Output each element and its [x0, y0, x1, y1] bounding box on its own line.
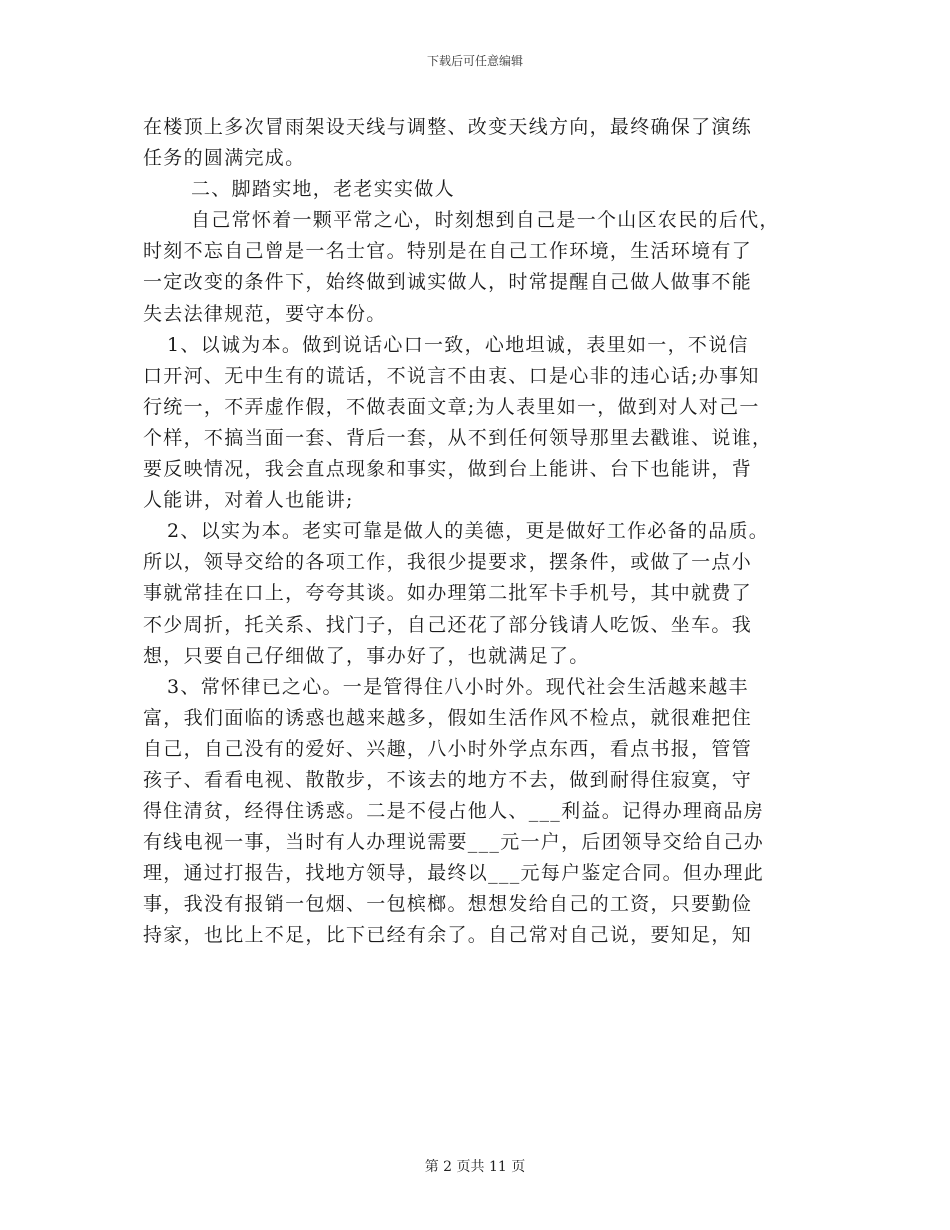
- text-line: 所以，领导交给的各项工作，我很少提要求，摆条件，或做了一点小: [143, 551, 753, 574]
- text-line: 3、常怀律已之心。一是管得住八小时外。现代社会生活越来越丰: [167, 675, 749, 698]
- text-line: 口开河、无中生有的谎话，不说言不由衷、口是心非的违心话;办事知: [143, 364, 760, 387]
- text-line: 事就常挂在口上，夸夸其谈。如办理第二批军卡手机号，其中就费了: [143, 582, 753, 605]
- page-header: 下载后可任意编辑: [426, 54, 523, 68]
- text-line: 个样，不搞当面一套、背后一套，从不到任何领导那里去戳谁、说谁，: [143, 426, 773, 449]
- text-line: 失去法律规范，要守本份。: [143, 302, 387, 325]
- text-line: 理，通过打报告，找地方领导，最终以___元每户鉴定合同。但办理此: [143, 862, 765, 885]
- text-line: 想，只要自己仔细做了，事办好了，也就满足了。: [143, 644, 590, 667]
- text-line: 有线电视一事，当时有人办理说需要___元一户，后团领导交给自己办: [143, 831, 765, 854]
- text-line: 一定改变的条件下，始终做到诚实做人，时常提醒自己做人做事不能: [143, 271, 753, 294]
- text-line: 1、以诚为本。做到说话心口一致，心地坦诚，表里如一，不说信: [167, 333, 749, 356]
- page-footer: 第 2 页共 11 页: [424, 1159, 526, 1175]
- text-line: 在楼顶上多次冒雨架设天线与调整、改变天线方向，最终确保了演练: [143, 116, 753, 138]
- document-body: [143, 112, 823, 952]
- text-line: 要反映情况，我会直点现象和事实，做到台上能讲、台下也能讲，背: [143, 458, 753, 481]
- text-line: 二、脚踏实地，老老实实做人: [191, 178, 455, 201]
- text-line: 行统一，不弄虚作假，不做表面文章;为人表里如一，做到对人对己一: [143, 395, 760, 418]
- text-line: 2、以实为本。老实可靠是做人的美德，更是做好工作必备的品质。: [167, 520, 770, 543]
- text-line: 时刻不忘自己曾是一名士官。特别是在自己工作环境，生活环境有了: [143, 240, 753, 263]
- text-line: 事，我没有报销一包烟、一包槟榔。想想发给自己的工资，只要勤俭: [143, 893, 753, 916]
- text-line: 任务的圆满完成。: [143, 147, 306, 170]
- text-line: 持家，也比上不足，比下已经有余了。自己常对自己说，要知足，知: [143, 924, 753, 947]
- text-line: 得住清贫，经得住诱惑。二是不侵占他人、___利益。记得办理商品房: [143, 800, 765, 823]
- text-line: 自己常怀着一颗平常之心，时刻想到自己是一个山区农民的后代，: [191, 209, 780, 232]
- text-line: 自己，自己没有的爱好、兴趣，八小时外学点东西，看点书报，管管: [143, 737, 753, 760]
- text-line: 富，我们面临的诱惑也越来越多，假如生活作风不检点，就很难把住: [143, 706, 753, 729]
- text-line: 人能讲，对着人也能讲;: [143, 489, 354, 512]
- text-line: 孩子、看看电视、散散步，不该去的地方不去，做到耐得住寂寞，守: [143, 768, 753, 791]
- text-line: 不少周折，托关系、找门子，自己还花了部分钱请人吃饭、坐车。我: [143, 613, 753, 636]
